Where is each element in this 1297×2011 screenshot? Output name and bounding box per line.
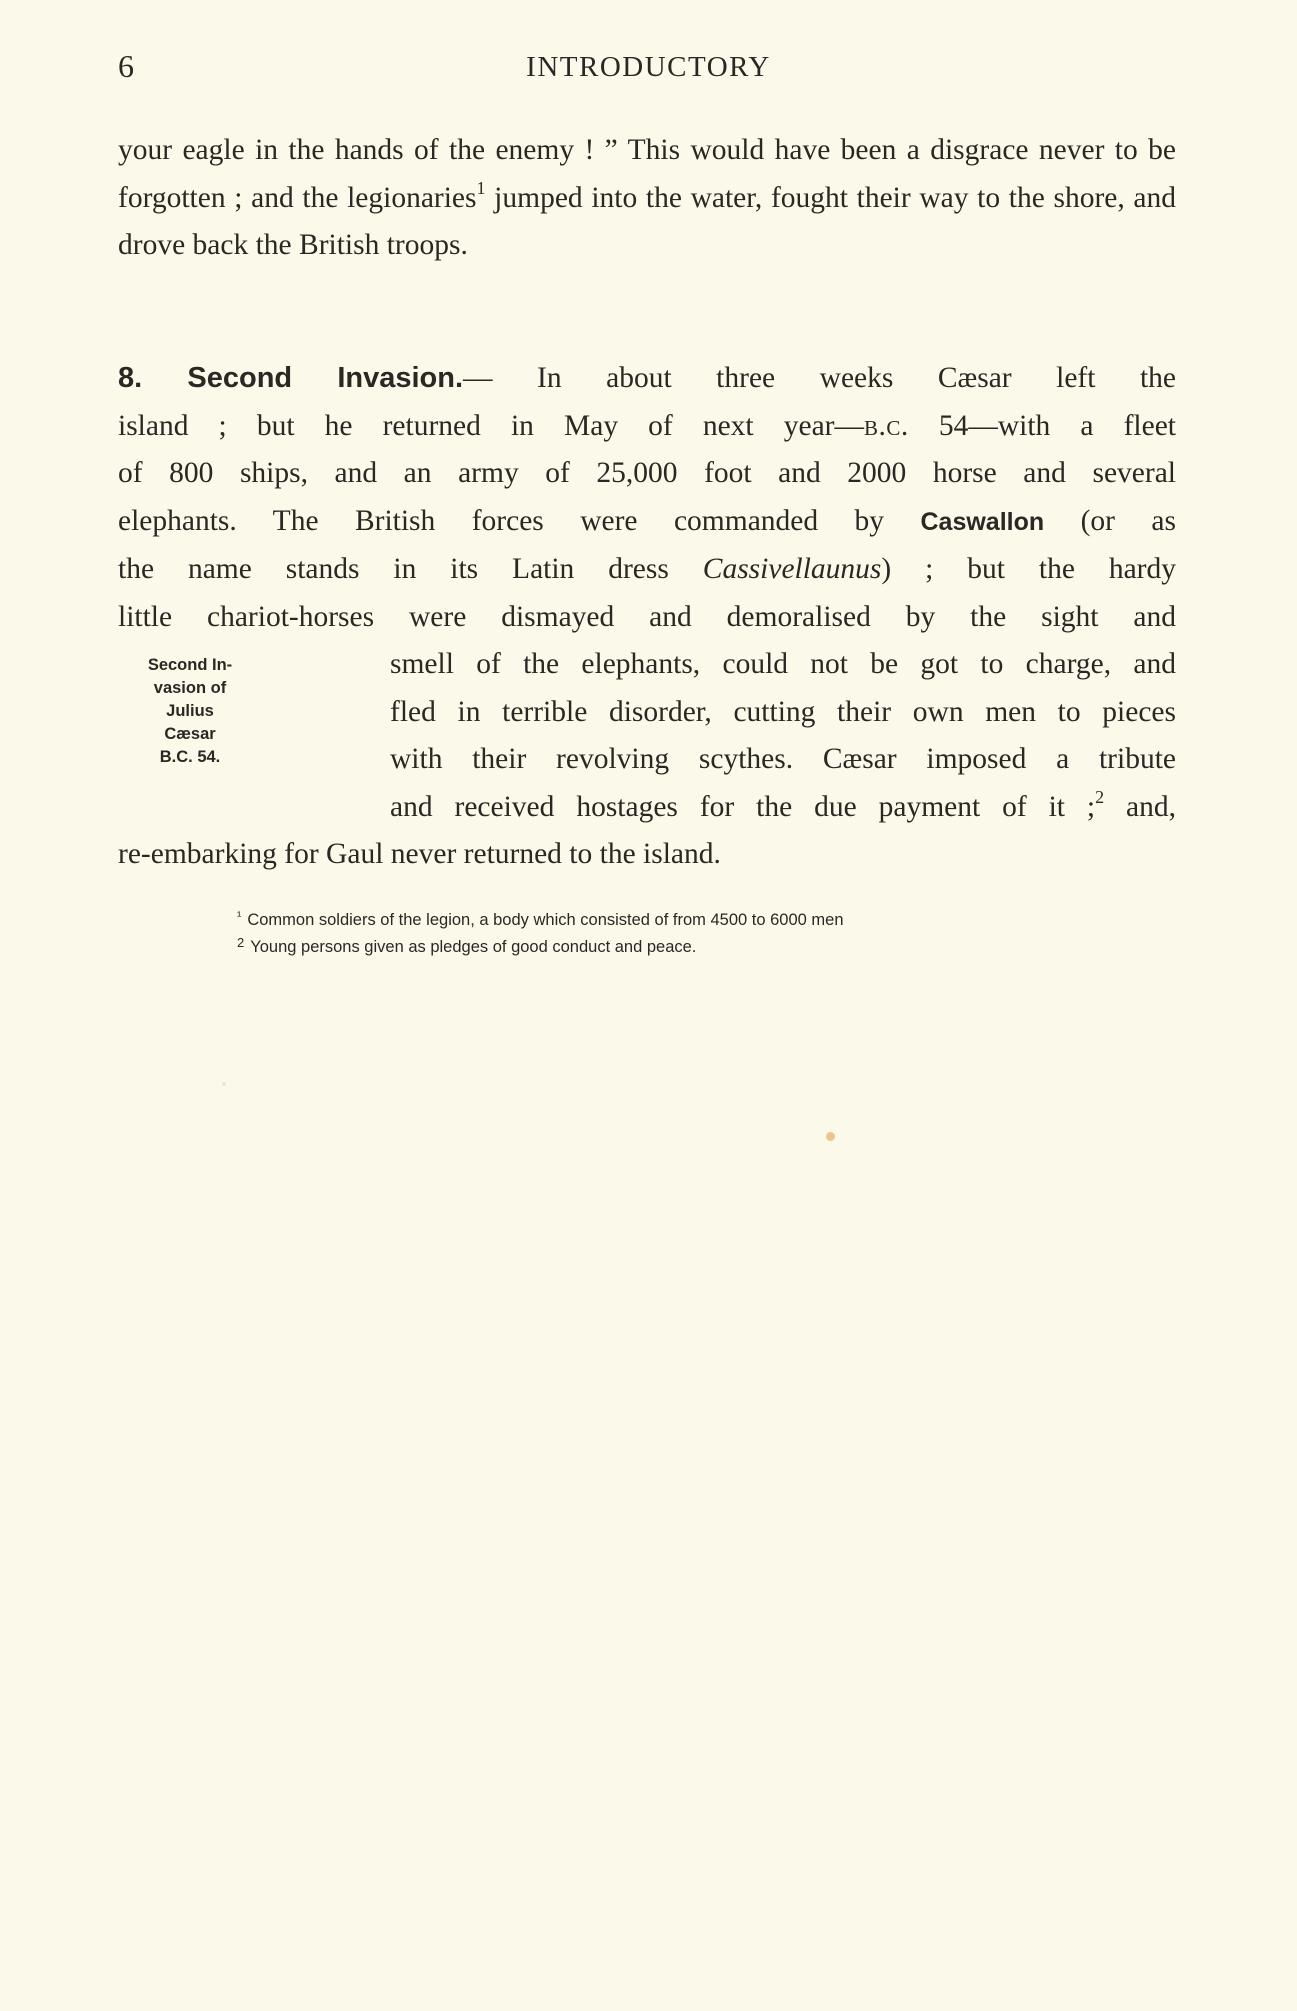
footnote: [237, 934, 1140, 961]
text-line: with their revolving scythes. Cæsar imposed a tribute: [390, 743, 1176, 775]
paragraph-continuation: [118, 127, 1176, 270]
text-line: re-embarking for Gaul never returned to the island.: [118, 838, 721, 870]
line-text: and received hostages for the due payment of it ;: [390, 790, 1096, 823]
footnote-ref-1: 1: [476, 177, 486, 198]
person-name: Caswallon: [920, 507, 1045, 536]
text-line: [118, 498, 1176, 547]
footnote-text: Common soldiers of the legion, a body which consisted of from 4500 to 6000 men: [247, 911, 844, 929]
text-line: of 800 ships, and an army of 25,000 foot and 2000 horse and several: [118, 457, 1176, 489]
line-text: elephants. The British forces were commanded by: [118, 504, 921, 537]
text-line: [118, 784, 1176, 832]
margin-note-line: Second In-: [147, 656, 233, 674]
footnotes: [237, 907, 1140, 961]
line-text: (or as: [1044, 504, 1176, 537]
text-line: smell of the elephants, could not be got to charge, and: [390, 648, 1176, 680]
margin-note-line: Cæsar: [164, 725, 216, 743]
para1-text-a: your eagle in the hands of the enemy ! ” This would have been a disgrace never to be forgotten ; and the legionaries: [118, 134, 1176, 214]
latin-name: Cassivellaunus: [702, 553, 882, 585]
footnote-ref-2: 2: [1095, 786, 1105, 807]
footnote-marker: ¹: [237, 908, 242, 923]
margin-note-line: vasion of: [153, 679, 227, 697]
text-line: [118, 403, 1176, 451]
para1-text-b: jumped into the water, fought their way to the shore, and drove back the British troops.: [118, 181, 1177, 261]
page-number: 6: [118, 48, 134, 84]
text-line: fled in terrible disorder, cutting their own men to pieces: [390, 695, 1176, 728]
paper-speck: [826, 1132, 835, 1141]
paragraph-second-invasion: [118, 355, 1176, 879]
paper-speck: [222, 1082, 226, 1086]
text-line: [118, 546, 1176, 594]
line-text: 54—with a fleet: [908, 409, 1176, 442]
margin-note-line: B.C. 54.: [159, 748, 221, 766]
footnote-text: Young persons given as pledges of good conduct and peace.: [250, 938, 697, 956]
line-text: ) ; but the hardy: [881, 553, 1176, 585]
margin-note: [118, 654, 262, 769]
era-abbrev: b.c.: [863, 409, 909, 442]
line-text: — In about three weeks Cæsar left the: [463, 362, 1177, 394]
running-head: INTRODUCTORY: [526, 51, 771, 83]
text-line: [118, 355, 1176, 403]
text-line: little chariot-horses were dismayed and demoralised by the sight and: [118, 600, 1176, 633]
line-text: and,: [1104, 790, 1176, 823]
line-text: the name stands in its Latin dress: [118, 553, 703, 585]
margin-note-line: Julius: [166, 702, 214, 720]
line-text: island ; but he returned in May of next year—: [118, 409, 864, 442]
section-heading: 8. Second Invasion.: [118, 362, 464, 394]
footnote: [237, 907, 1140, 934]
footnote-marker: 2: [237, 935, 245, 950]
